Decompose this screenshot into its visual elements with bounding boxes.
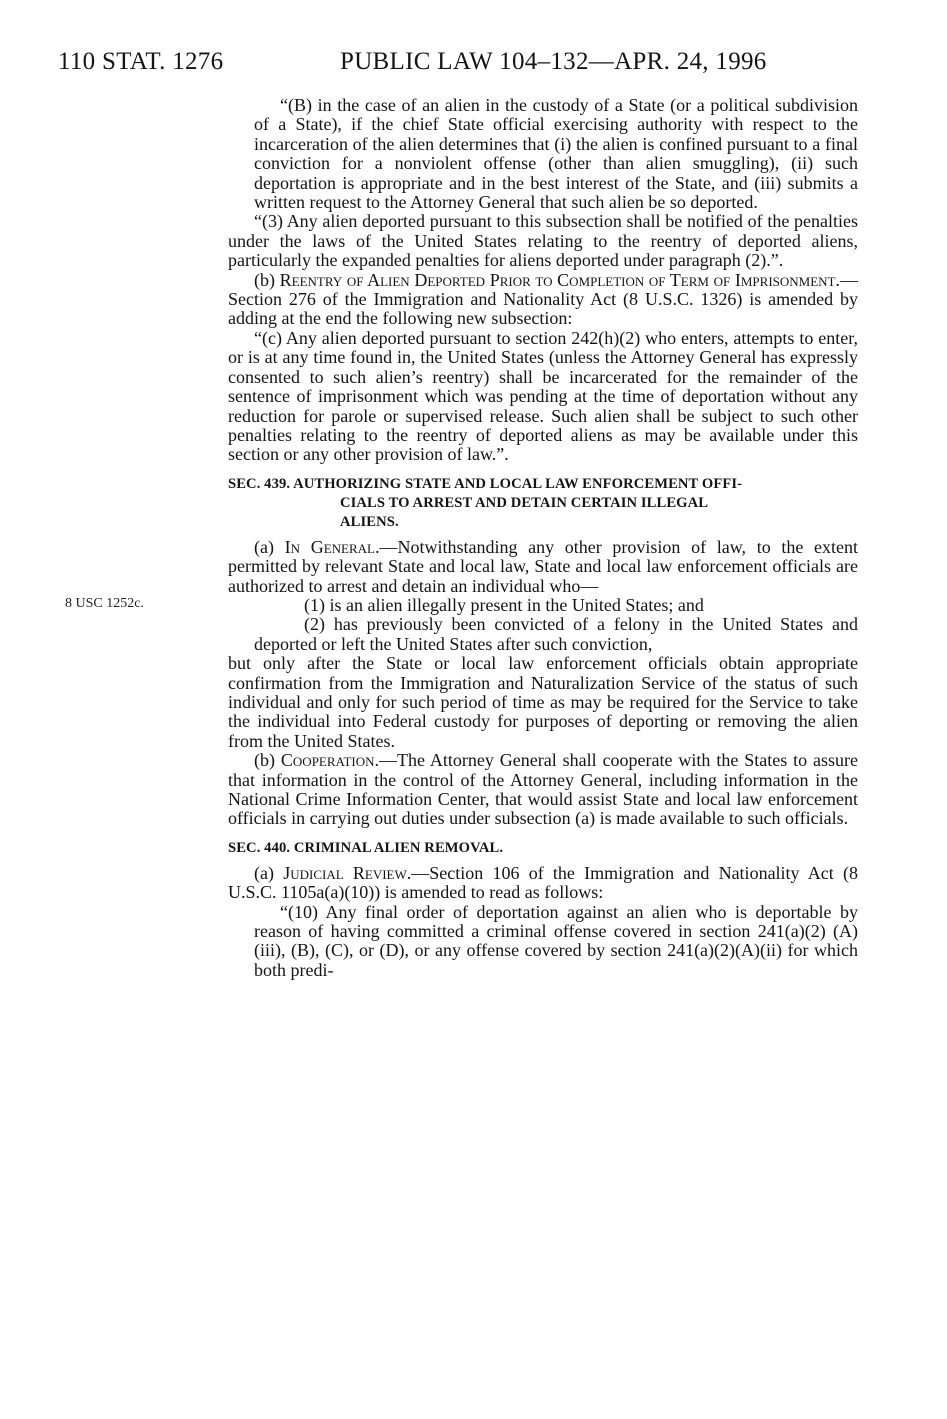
page-header <box>58 48 818 88</box>
list-item-1: (1) is an alien illegally present in the United States; and <box>304 594 704 615</box>
paragraph-b-custody: “(B) in the case of an alien in the custody of a State (or a political subdivision of a State), if the chief State official exercising authority with respect to the incarceration of the alien determines that (i) the alien is confined pursuant to a final conviction for a nonviolent offense (other than alien smuggling), (ii) such deportation is appropriate and in the best interest of the State, and (iii) submits a written request to the Attorney General that such alien be so deported. <box>254 95 858 213</box>
margin-usc-citation: 8 USC 1252c. <box>65 596 144 611</box>
subsection-a-judicial-review: (a) Judicial Review.—Section 106 of the Immigration and Nationality Act (8 U.S.C. 1105a(a)(10)) is amended to read as follows: <box>228 862 858 903</box>
public-law-citation: PUBLIC LAW 104–132—APR. 24, 1996 <box>340 48 767 75</box>
subsection-b-heading: Reentry of Alien Deported Prior to Completion of Term of Imprisonment. <box>279 269 840 290</box>
subsection-b-cooperation: (b) Cooperation.—The Attorney General shall cooperate with the States to assure that information in the control of the Attorney General, including information in the National Crime Information Center, that would assist State and local law enforcement officials in carrying out duties under subsection (a) is made available to such officials. <box>228 750 859 829</box>
subsection-a-in-general: (a) In General.—Notwithstanding any other provision of law, to the extent permitted by relevant State and local law, State and local law enforcement officials are authorized to arrest and detain an individual who— <box>228 536 859 596</box>
subsection-b-cooperation-heading: Cooperation. <box>280 750 380 771</box>
subsection-b-reentry: (b) Reentry of Alien Deported Prior to Completion of Term of Imprisonment.—Section 276 of the Immigration and Nationality Act (8 U.S.C. 1326) is amended by adding at the end the following new subsection: <box>228 269 858 329</box>
body-column <box>228 96 858 980</box>
list-item-2: (2) has previously been convicted of a felony in the United States and deported or left the United States after such conviction, <box>254 614 858 654</box>
paragraph-confirmation: but only after the State or local law enforcement officials obtain appropriate confirmation from the Immigration and Naturalization Service of the status of such individual and only for such period of time as may be required for the Service to take the individual into Federal custody for purposes of deporting or removing the alien from the United States. <box>228 653 858 751</box>
section-439-heading: SEC. 439. AUTHORIZING STATE AND LOCAL LAW ENFORCEMENT OFFI- CIALS TO ARREST AND DETAIN CERTAIN ILLEGAL ALIENS. <box>228 475 743 530</box>
subsection-a-heading: In General. <box>284 536 380 557</box>
paragraph-10-final-order: “(10) Any final order of deportation against an alien who is deportable by reason of having committed a criminal offense covered in section 241(a)(2) (A)(iii), (B), (C), or (D), or any offense covered by section 241(a)(2)(A)(ii) for which both predi- <box>254 901 858 980</box>
judicial-review-heading: Judicial Review. <box>283 862 412 883</box>
section-440-heading: SEC. 440. CRIMINAL ALIEN REMOVAL. <box>228 839 504 856</box>
paragraph-c-deported-alien: “(c) Any alien deported pursuant to section 242(h)(2) who enters, attempts to enter, or is at any time found in, the United States (unless the Attorney General has expressly consented to such alien’s reentry) shall be incarcerated for the remainder of the sentence of imprisonment which was pending at the time of deportation without any reduction for parole or supervised release. Such alien shall be subject to such other penalties relating to the reentry of deported aliens as may be available under this section or any other provision of law.”. <box>228 327 858 465</box>
paragraph-3-notification: “(3) Any alien deported pursuant to this subsection shall be notified of the penalties under the laws of the United States relating to the reentry of deported aliens, particularly the expanded penalties for aliens deported under paragraph (2).”. <box>228 211 858 271</box>
statute-page-number: 110 STAT. 1276 <box>58 48 224 75</box>
